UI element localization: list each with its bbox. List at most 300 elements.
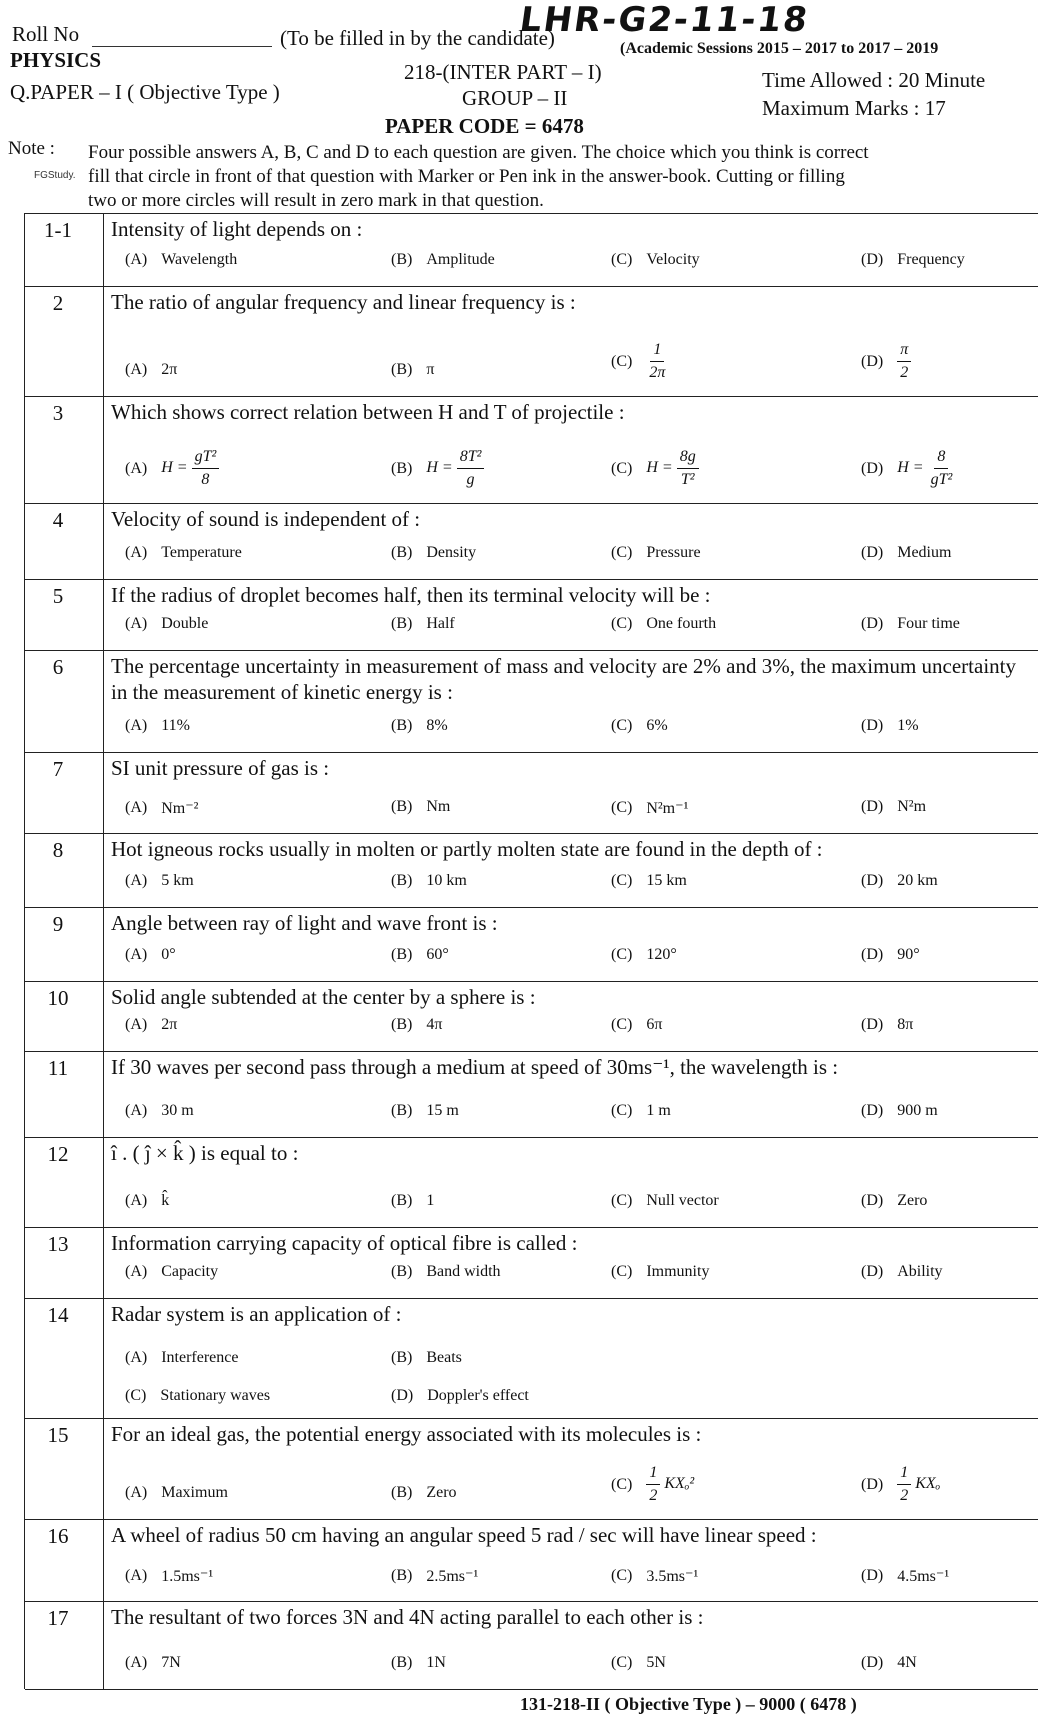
option-letter: (A) [125,1192,148,1209]
question-number: 14 [47,1303,69,1327]
option-letter: (D) [861,1102,884,1119]
column-divider [103,1052,104,1137]
denominator: 2 [900,364,909,381]
option-text: 4N [897,1654,917,1671]
answer-option[interactable] [861,1654,917,1672]
answer-option[interactable] [125,615,208,633]
answer-option[interactable] [391,872,467,890]
answer-option[interactable] [611,872,687,890]
option-text: Half [426,615,455,632]
option-letter: (A) [125,251,148,268]
question-row [25,1519,1038,1601]
option-text: Immunity [646,1263,710,1280]
option-letter: (A) [125,1654,148,1671]
option-text: Nm⁻² [161,800,199,817]
question-row [25,1137,1038,1227]
option-letter: (C) [611,544,633,561]
option-text: 6π [646,1016,663,1033]
option-letter: (C) [125,1387,147,1404]
option-letter: (B) [391,615,413,632]
question-number: 1-1 [44,218,72,242]
option-letter: (A) [125,1016,148,1033]
option-letter: (B) [391,1192,413,1209]
question-text: For an ideal gas, the potential energy associated with its molecules is : [111,1422,702,1446]
option-letter: (C) [611,799,633,816]
column-divider [103,1138,104,1227]
question-text: SI unit pressure of gas is : [111,756,330,780]
option-text: Pressure [646,544,701,561]
option-letter: (C) [611,251,633,268]
option-letter: (A) [125,1349,148,1366]
option-prefix: H = [426,459,453,477]
option-text: Four time [897,615,960,632]
answer-option[interactable] [391,544,476,562]
numerator: 8g [677,446,699,469]
option-letter: (C) [611,1654,633,1671]
answer-option[interactable] [861,1566,949,1586]
denominator: T² [680,471,695,488]
answer-option[interactable] [611,1192,719,1210]
option-letter: (D) [861,1475,884,1493]
option-letter: (B) [391,717,413,734]
answer-option[interactable] [125,1654,181,1672]
question-number: 17 [47,1606,69,1630]
fraction [897,339,911,384]
option-text: 6% [646,717,668,734]
answer-option[interactable] [391,446,484,491]
option-text: Amplitude [426,251,495,268]
answer-option[interactable] [611,339,668,384]
option-letter: (B) [391,1016,413,1033]
option-letter: (B) [391,459,413,477]
option-letter: (D) [861,1192,884,1209]
answer-option[interactable] [125,1263,218,1281]
option-text: 0° [161,946,176,963]
answer-option[interactable] [861,798,926,816]
answer-option[interactable] [611,1654,666,1672]
option-text: Ability [897,1263,943,1280]
option-text: N²m [897,798,927,815]
option-letter: (C) [611,1102,633,1119]
column-divider [103,504,104,579]
answer-option[interactable] [391,1016,442,1034]
option-letter: (A) [125,946,148,963]
option-text: 4π [426,1016,443,1033]
question-row [25,752,1038,833]
answer-option[interactable] [861,872,938,890]
option-text: k̂ [161,1192,170,1209]
question-text: A wheel of radius 50 cm having an angular speed 5 rad / sec will have linear speed : [111,1523,817,1547]
column-divider [103,753,104,833]
question-row [25,1051,1038,1137]
answer-option[interactable] [611,1102,671,1120]
option-text: N²m⁻¹ [646,800,689,817]
option-letter: (D) [861,352,884,370]
option-text: Zero [426,1484,457,1501]
answer-option[interactable] [611,1263,709,1281]
note-line-3: two or more circles will result in zero mark in that question. [88,190,544,211]
fraction [928,446,956,491]
option-text: 15 m [426,1102,459,1119]
question-text: Angle between ray of light and wave front is : [111,911,498,935]
subject-title: PHYSICS [10,48,102,72]
question-number: 8 [52,838,64,862]
option-letter: (C) [611,615,633,632]
question-row [25,503,1038,579]
option-letter: (D) [861,717,884,734]
option-letter: (C) [611,1192,633,1209]
option-text: Doppler's effect [427,1387,529,1404]
option-letter: (B) [391,946,413,963]
option-text: Nm [426,798,451,815]
question-number: 12 [47,1142,69,1166]
answer-option[interactable] [611,446,699,491]
option-text: π [426,361,435,378]
option-letter: (A) [125,1567,148,1584]
numerator: 1 [646,1462,660,1485]
answer-option[interactable] [611,946,677,964]
note-label: Note : [8,138,55,159]
roll-no-label: Roll No [12,22,80,46]
option-text: 2π [161,361,178,378]
note-line-2: fill that circle in front of that question with Marker or Pen ink in the answer-book. Cutting or filling [88,166,845,187]
option-letter: (C) [611,1567,633,1584]
option-letter: (B) [391,1567,413,1584]
numerator: 8T² [457,446,485,469]
question-row [25,981,1038,1051]
column-divider [103,651,104,752]
question-text: Solid angle subtended at the center by a sphere is : [111,985,536,1009]
answer-option[interactable] [861,1263,943,1281]
question-row [25,650,1038,752]
option-text: 900 m [897,1102,938,1119]
option-letter: (C) [611,1263,633,1280]
question-text: Radar system is an application of : [111,1302,402,1326]
question-text: Which shows correct relation between H and T of projectile : [111,400,625,424]
option-text: 3.5ms⁻¹ [646,1568,699,1585]
option-letter: (B) [391,1484,413,1501]
answer-option[interactable] [125,544,242,562]
option-text: 1 [426,1192,435,1209]
answer-option[interactable] [391,798,450,816]
option-text: 15 km [646,872,687,889]
question-number: 9 [52,912,64,936]
option-letter: (D) [861,1654,884,1671]
watermark-text: FGStudy. [34,170,76,181]
option-letter: (C) [611,1016,633,1033]
option-text: 1.5ms⁻¹ [161,1568,214,1585]
option-letter: (B) [391,1102,413,1119]
option-letter: (D) [861,946,884,963]
option-letter: (A) [125,1102,148,1119]
answer-option[interactable] [861,339,911,384]
question-number: 13 [47,1232,69,1256]
answer-option[interactable] [125,717,190,735]
answer-option[interactable] [611,1462,694,1507]
option-letter: (B) [391,1654,413,1671]
option-suffix: KXₒ [915,1475,941,1493]
question-row [25,286,1038,396]
answer-option[interactable] [861,1102,938,1120]
option-letter: (D) [861,251,884,268]
question-number: 15 [47,1423,69,1447]
denominator: 2 [900,1487,909,1504]
option-letter: (C) [611,717,633,734]
option-text: Band width [426,1263,501,1280]
denominator: g [466,471,475,488]
answer-option[interactable] [391,361,434,379]
option-text: One fourth [646,615,717,632]
question-text: The ratio of angular frequency and linear frequency is : [111,290,576,314]
option-letter: (A) [125,799,148,816]
option-letter: (D) [861,1263,884,1280]
roll-no-hint: (To be filled in by the candidate) [280,26,555,50]
question-text: The resultant of two forces 3N and 4N acting parallel to each other is : [111,1605,704,1629]
answer-option[interactable] [125,1566,213,1586]
option-letter: (B) [391,1263,413,1280]
answer-option[interactable] [861,544,951,562]
option-text: 4.5ms⁻¹ [897,1568,950,1585]
answer-option[interactable] [391,1484,457,1502]
question-row [25,213,1038,286]
option-text: 8% [426,717,448,734]
column-divider [103,1520,104,1601]
option-letter: (D) [861,615,884,632]
question-text: The percentage uncertainty in measurement of mass and velocity are 2% and 3%, the maximum uncertainty in the measurement of kinetic energy is : [111,654,1016,704]
maximum-marks: Maximum Marks : 17 [762,96,946,120]
answer-option[interactable] [611,615,716,633]
option-letter: (D) [391,1387,414,1404]
option-text: 90° [897,946,920,963]
answer-option[interactable] [861,717,919,735]
option-text: Beats [426,1349,462,1366]
answer-option[interactable] [611,717,668,735]
answer-option[interactable] [125,798,198,818]
paper-code: PAPER CODE = 6478 [385,114,584,138]
column-divider [103,1228,104,1298]
option-text: Density [426,544,477,561]
question-text: Velocity of sound is independent of : [111,507,421,531]
question-text: If 30 waves per second pass through a medium at speed of 30ms⁻¹, the wavelength is : [111,1055,839,1079]
answer-option[interactable] [391,251,495,269]
option-letter: (C) [611,459,633,477]
question-number: 5 [52,584,64,608]
option-letter: (D) [861,544,884,561]
answer-option[interactable] [125,446,219,491]
option-text: Medium [897,544,952,561]
answer-option[interactable] [391,615,455,633]
option-letter: (A) [125,1263,148,1280]
question-row [25,833,1038,907]
questions-table [24,213,1038,1689]
answer-option[interactable] [391,1192,434,1210]
denominator: 2π [649,364,666,381]
column-divider [103,397,104,503]
option-letter: (B) [391,544,413,561]
academic-sessions: (Academic Sessions 2015 – 2017 to 2017 – 2019 [620,40,939,57]
fraction [457,446,485,491]
question-number: 2 [52,291,64,315]
option-prefix: H = [897,459,924,477]
option-letter: (C) [611,872,633,889]
column-divider [103,834,104,907]
option-letter: (C) [611,946,633,963]
option-text: 10 km [426,872,467,889]
option-letter: (A) [125,459,148,477]
option-letter: (C) [611,1475,633,1493]
answer-option[interactable] [861,1016,913,1034]
option-letter: (A) [125,544,148,561]
note-line-1: Four possible answers A, B, C and D to each question are given. The choice which you think is correct [88,142,869,163]
column-divider [103,287,104,396]
answer-option[interactable] [611,1566,698,1586]
roll-no-field[interactable] [92,46,272,47]
option-text: Wavelength [161,251,238,268]
numerator: 1 [650,339,664,362]
option-text: Stationary waves [160,1387,271,1404]
fraction [897,1462,911,1507]
option-text: 30 m [161,1102,194,1119]
answer-option[interactable] [391,1263,501,1281]
question-number: 4 [52,508,64,532]
handwritten-code: LHR-G2-11-18 [517,0,812,40]
option-letter: (B) [391,1349,413,1366]
answer-option[interactable] [125,361,177,379]
option-letter: (D) [861,1016,884,1033]
denominator: gT² [930,471,953,488]
question-text: If the radius of droplet becomes half, then its terminal velocity will be : [111,583,711,607]
question-text: î . ( ĵ × k̂ ) is equal to : [111,1141,299,1165]
denominator: 8 [201,471,210,488]
option-text: Temperature [161,544,242,561]
option-text: 7N [161,1654,181,1671]
question-number: 7 [52,757,64,781]
option-prefix: H = [161,459,188,477]
option-prefix: H = [646,459,673,477]
option-text: 60° [426,946,449,963]
answer-option[interactable] [391,1566,478,1586]
question-row [25,1601,1038,1689]
option-text: Capacity [161,1263,219,1280]
answer-option[interactable] [861,251,965,269]
answer-option[interactable] [391,946,449,964]
numerator: 1 [897,1462,911,1485]
option-letter: (A) [125,717,148,734]
column-divider [103,1602,104,1689]
answer-option[interactable] [125,1016,177,1034]
option-text: 1N [426,1654,446,1671]
option-suffix: KXₒ² [664,1475,695,1493]
answer-option[interactable] [391,1349,462,1367]
column-divider [103,982,104,1051]
question-text: Intensity of light depends on : [111,217,363,241]
fraction [677,446,699,491]
column-divider [103,1299,104,1418]
answer-option[interactable] [125,946,176,964]
numerator: gT² [192,446,220,469]
option-text: 1% [897,717,919,734]
option-letter: (B) [391,872,413,889]
answer-option[interactable] [125,1484,228,1502]
question-number: 6 [52,655,64,679]
answer-option[interactable] [125,872,194,890]
answer-option[interactable] [391,717,448,735]
answer-option[interactable] [125,1102,194,1120]
option-text: Frequency [897,251,965,268]
question-row [25,907,1038,981]
option-text: Interference [161,1349,239,1366]
paper-type: Q.PAPER – I ( Objective Type ) [10,80,280,104]
answer-option[interactable] [125,1192,169,1210]
answer-option[interactable] [611,798,688,818]
answer-option[interactable] [125,1387,270,1405]
option-letter: (B) [391,251,413,268]
option-letter: (A) [125,615,148,632]
option-letter: (B) [391,361,413,378]
answer-option[interactable] [861,615,960,633]
option-letter: (A) [125,872,148,889]
footer-code: 131-218-II ( Objective Type ) – 9000 ( 6478 ) [520,1694,857,1714]
time-allowed: Time Allowed : 20 Minute [762,68,986,92]
question-number: 3 [52,401,64,425]
denominator: 2 [649,1487,658,1504]
option-text: 2π [161,1016,178,1033]
numerator: 8 [934,446,948,469]
option-letter: (D) [861,798,884,815]
answer-option[interactable] [611,1016,662,1034]
answer-option[interactable] [611,251,700,269]
answer-option[interactable] [125,251,237,269]
option-letter: (D) [861,1567,884,1584]
option-text: Maximum [161,1484,228,1501]
question-text: Hot igneous rocks usually in molten or partly molten state are found in the depth of : [111,837,823,861]
exam-title: 218-(INTER PART – I) [404,60,602,84]
answer-option[interactable] [391,1102,459,1120]
answer-option[interactable] [861,446,955,491]
answer-option[interactable] [391,1387,529,1405]
answer-option[interactable] [861,1192,927,1210]
answer-option[interactable] [611,544,701,562]
column-divider [103,908,104,981]
answer-option[interactable] [861,946,920,964]
question-number: 10 [47,986,69,1010]
question-text: Information carrying capacity of optical fibre is called : [111,1231,578,1255]
answer-option[interactable] [125,1349,238,1367]
question-number: 11 [47,1056,69,1080]
column-divider [103,580,104,650]
option-text: 1 m [646,1102,671,1119]
fraction [192,446,220,491]
option-letter: (D) [861,459,884,477]
question-row [25,396,1038,503]
option-text: Null vector [646,1192,719,1209]
group-label: GROUP – II [462,86,568,110]
column-divider [103,1419,104,1519]
answer-option[interactable] [861,1462,940,1507]
option-text: Velocity [646,251,700,268]
question-number: 16 [47,1524,69,1548]
answer-option[interactable] [391,1654,446,1672]
column-divider [103,214,104,286]
option-text: 20 km [897,872,938,889]
option-text: 120° [646,946,677,963]
fraction [646,1462,660,1507]
option-letter: (A) [125,1484,148,1501]
table-bottom-border [25,1689,1038,1690]
option-text: Zero [897,1192,928,1209]
question-row [25,1418,1038,1519]
question-row [25,1298,1038,1418]
